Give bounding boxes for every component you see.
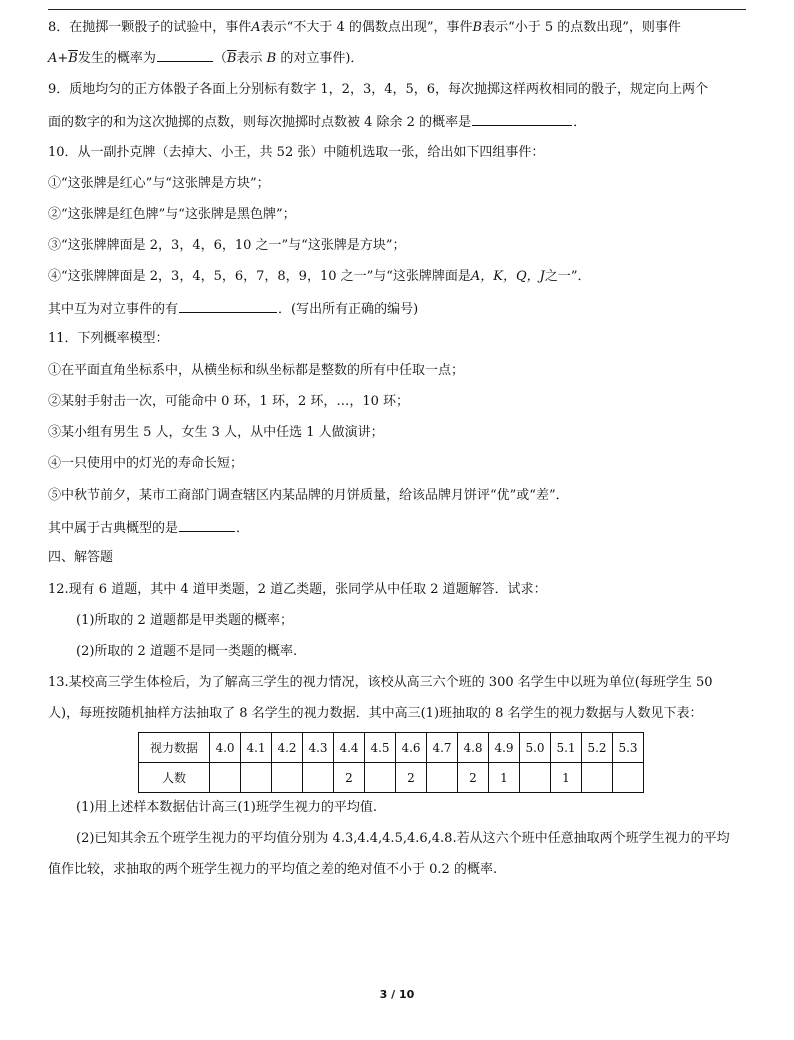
q8-expr-plus: + (57, 51, 69, 66)
q9-end: ． (573, 115, 587, 130)
q8-bbar: $\overline{B}$ (226, 51, 237, 66)
q11-option-3: ③某小组有男生 5 人，女生 3 人，从中任选 1 人做演讲； (48, 425, 384, 440)
q11-option-4: ④一只使用中的灯光的寿命长短； (48, 456, 244, 471)
q9-line-1: 9．质地均匀的正方体骰子各面上分别标有数字 1，2，3，4，5，6，每次抛掷这样两枚相同的骰子，规定向上两个 (48, 82, 709, 97)
q8-text-6: 表示 (236, 51, 263, 66)
table-cell-value: 4.7 (427, 733, 458, 763)
table-cell-count (520, 763, 551, 793)
q10-answer-line (48, 299, 418, 319)
q12-part-1: (1)所取的 2 道题都是甲类题的概率； (76, 613, 293, 628)
q8-text-1: 8．在抛掷一颗骰子的试验中，事件 (48, 20, 252, 35)
q11-answer-blank[interactable] (179, 518, 235, 532)
page-number: 3 / 10 (379, 988, 415, 1001)
q8-text-3: 表示“小于 5 的点数出现”，则事件 (482, 20, 681, 35)
q12-line-1: 12.现有 6 道题，其中 4 道甲类题，2 道乙类题，张同学从中任取 2 道题解答．试求： (48, 582, 547, 597)
q10-option-4 (48, 268, 591, 286)
q11-answer-line (48, 518, 249, 538)
q13-part-2-line-2: 值作比较，求抽取的两个班学生视力的平均值之差的绝对值不小于 0.2 的概率. (48, 862, 498, 877)
q8-text-5: （ (213, 51, 227, 66)
table-cell-count: 1 (551, 763, 582, 793)
q11-answer-text: 其中属于古典概型的是 (48, 521, 179, 536)
q8-line-2 (48, 48, 363, 68)
q8-answer-blank[interactable] (157, 48, 213, 62)
table-cell-value: 4.4 (334, 733, 365, 763)
table-cell-value: 5.3 (613, 733, 644, 763)
q10-option-4-text: ④“这张牌牌面是 2，3，4，5，6，7，8，9，10 之一”与“这张牌牌面是 (48, 269, 471, 284)
q8-expr-bbar: $\overline{B}$ (68, 51, 78, 66)
q8-line-1 (48, 19, 681, 37)
table-row-counts (139, 763, 644, 793)
table-cell-count (365, 763, 396, 793)
q12-part-2: (2)所取的 2 道题不是同一类题的概率. (76, 644, 298, 659)
q10-option-1: ①“这张牌是红心”与“这张牌是方块”； (48, 176, 270, 191)
vision-data-table (138, 732, 644, 793)
table-cell-count: 2 (396, 763, 427, 793)
table-cell-count (210, 763, 241, 793)
table-cell-count: 2 (458, 763, 489, 793)
table-header-vision: 视力数据 (139, 733, 210, 763)
q13-line-2: 人)，每班按随机抽样方法抽取了 8 名学生的视力数据．其中高三(1)班抽取的 8 名学生的视力数据与人数见下表： (48, 706, 703, 721)
q10-option-3: ③“这张牌牌面是 2，3，4，6，10 之一”与“这张牌是方块”； (48, 238, 406, 253)
table-cell-count (272, 763, 303, 793)
q10-option-2: ②“这张牌是红色牌”与“这张牌是黑色牌”； (48, 207, 296, 222)
table-header-count: 人数 (139, 763, 210, 793)
q13-part-1: (1)用上述样本数据估计高三(1)班学生视力的平均值. (76, 800, 377, 815)
table-cell-value: 5.2 (582, 733, 613, 763)
table-cell-value: 4.3 (303, 733, 334, 763)
section-heading: 四、解答题 (48, 550, 114, 565)
q8-text-7: 的对立事件)． (280, 51, 364, 66)
table-cell-value: 4.5 (365, 733, 396, 763)
table-cell-value: 5.1 (551, 733, 582, 763)
q8-text-4: 发生的概率为 (77, 51, 156, 66)
q9-text: 面的数字的和为这次抛掷的点数，则每次抛掷时点数被 4 除余 2 的概率是 (48, 115, 472, 130)
q8-expr-a: A (48, 51, 58, 66)
q9-answer-blank[interactable] (472, 112, 572, 126)
q11-option-1: ①在平面直角坐标系中，从横坐标和纵坐标都是整数的所有中任取一点； (48, 363, 465, 378)
q8-text-2: 表示“不大于 4 的偶数点出现”，事件 (260, 20, 473, 35)
table-cell-count: 1 (489, 763, 520, 793)
header-rule (48, 9, 746, 10)
table-cell-count (303, 763, 334, 793)
q9-line-2 (48, 112, 586, 132)
table-cell-value: 4.2 (272, 733, 303, 763)
q11-option-2: ②某射手射击一次，可能命中 0 环，1 环，2 环，…，10 环； (48, 394, 410, 409)
q10-line-1: 10．从一副扑克牌（去掉大、小王，共 52 张）中随机选取一张，给出如下四组事件： (48, 145, 545, 160)
q13-line-1: 13.某校高三学生体检后，为了解高三学生的视力情况，该校从高三六个班的 300 名学生中以班为单位(每班学生 50 (48, 675, 713, 690)
table-cell-count (427, 763, 458, 793)
table-cell-value: 4.9 (489, 733, 520, 763)
table-cell-count: 2 (334, 763, 365, 793)
q10-option-4-end: 之一”． (544, 269, 591, 284)
q10-option-4-cards: A，K，Q，J (470, 269, 545, 284)
table-cell-value: 5.0 (520, 733, 551, 763)
table-cell-value: 4.8 (458, 733, 489, 763)
q8-event-b: B (472, 20, 483, 35)
table-cell-count (613, 763, 644, 793)
q13-part-2-line-1: (2)已知其余五个班学生视力的平均值分别为 4.3,4.4,4.5,4.6,4.8.若从这六个班中任意抽取两个班学生视力的平均 (76, 831, 730, 846)
table-cell-value: 4.1 (241, 733, 272, 763)
table-row-values (139, 733, 644, 763)
q10-answer-text: 其中互为对立事件的有 (48, 302, 179, 317)
table-cell-count (582, 763, 613, 793)
q10-answer-blank[interactable] (179, 299, 277, 313)
q8-b: B (266, 51, 277, 66)
table-cell-value: 4.0 (210, 733, 241, 763)
q10-answer-note: ．(写出所有正确的编号) (278, 302, 419, 317)
table-cell-value: 4.6 (396, 733, 427, 763)
q8-event-a: A (251, 20, 261, 35)
table-cell-count (241, 763, 272, 793)
q11-answer-end: ． (236, 521, 250, 536)
q11-line-1: 11．下列概率模型： (48, 331, 169, 346)
q11-option-5: ⑤中秋节前夕，某市工商部门调查辖区内某品牌的月饼质量，给该品牌月饼评“优”或“差”． (48, 488, 569, 503)
